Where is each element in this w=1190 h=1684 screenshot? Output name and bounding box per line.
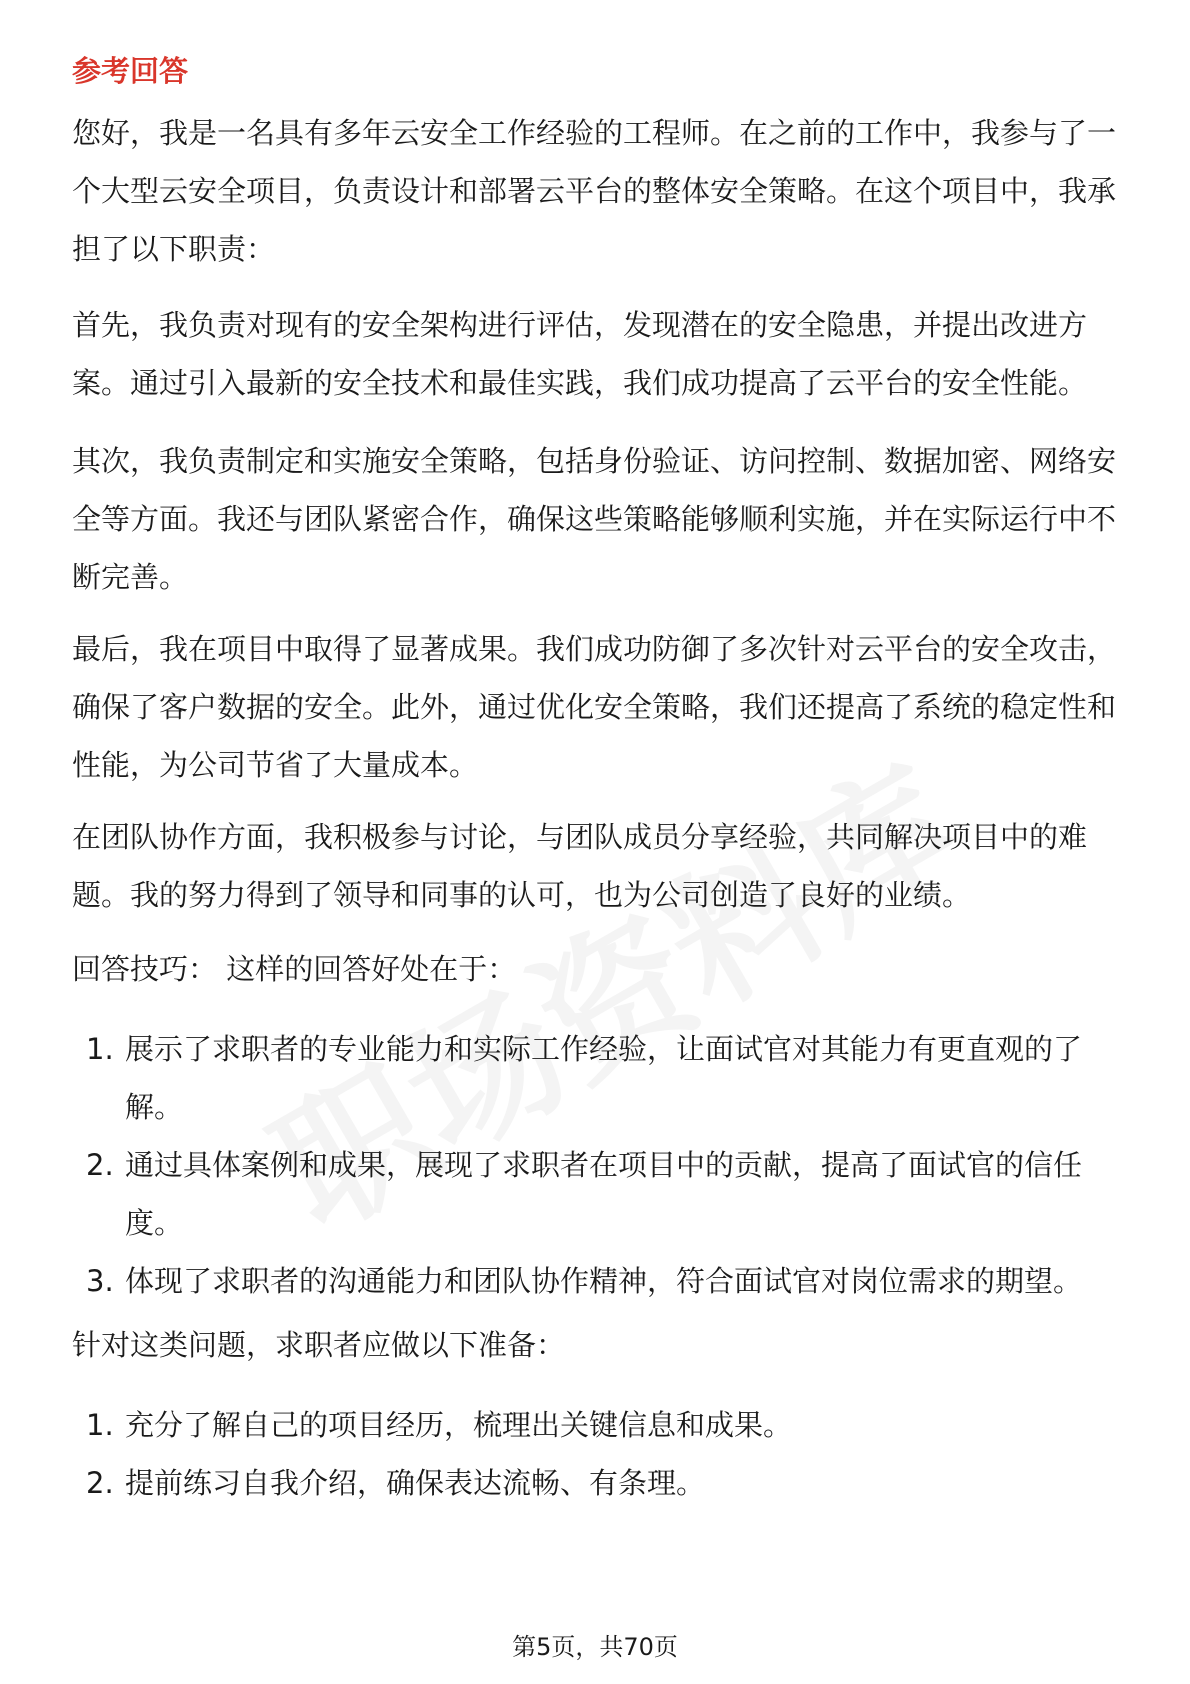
list-item xyxy=(72,1454,1122,1512)
tips-list xyxy=(72,1020,1122,1310)
list-item-number: 1. xyxy=(86,1032,114,1066)
paragraph-intro: 您好，我是一名具有多年云安全工作经验的工程师。在之前的工作中，我参与了一个大型云安全项目，负责设计和部署云平台的整体安全策略。在这个项目中，我承担了以下职责： xyxy=(72,116,1117,266)
paragraph-second: 其次，我负责制定和实施安全策略，包括身份验证、访问控制、数据加密、网络安全等方面。我还与团队紧密合作，确保这些策略能够顺利实施，并在实际运行中不断完善。 xyxy=(72,444,1117,594)
list-item-text: 通过具体案例和成果，展现了求职者在项目中的贡献，提高了面试官的信任度。 xyxy=(125,1148,1083,1240)
paragraph-teamwork: 在团队协作方面，我积极参与讨论，与团队成员分享经验，共同解决项目中的难题。我的努力得到了领导和同事的认可，也为公司创造了良好的业绩。 xyxy=(72,820,1088,912)
list-item xyxy=(72,1396,1122,1454)
paragraph-prep-intro: 针对这类问题，求职者应做以下准备： xyxy=(72,1328,566,1362)
paragraph-last: 最后，我在项目中取得了显著成果。我们成功防御了多次针对云平台的安全攻击，确保了客户数据的安全。此外，通过优化安全策略，我们还提高了系统的稳定性和性能，为公司节省了大量成本。 xyxy=(72,632,1117,782)
paragraph-first: 首先，我负责对现有的安全架构进行评估，发现潜在的安全隐患，并提出改进方案。通过引入最新的安全技术和最佳实践，我们成功提高了云平台的安全性能。 xyxy=(72,308,1088,400)
prep-list xyxy=(72,1396,1122,1512)
list-item-number: 1. xyxy=(86,1408,114,1442)
page-number-footer: 第5页，共70页 xyxy=(512,1633,678,1661)
list-item-text: 展示了求职者的专业能力和实际工作经验，让面试官对其能力有更直观的了解。 xyxy=(125,1032,1083,1124)
list-item xyxy=(72,1020,1122,1136)
list-item xyxy=(72,1136,1122,1252)
paragraph-tips-intro: 回答技巧： 这样的回答好处在于： xyxy=(72,952,517,986)
list-item-text: 体现了求职者的沟通能力和团队协作精神，符合面试官对岗位需求的期望。 xyxy=(125,1264,1083,1298)
list-item-number: 2. xyxy=(86,1466,114,1500)
list-item-number: 3. xyxy=(86,1264,114,1298)
list-item xyxy=(72,1252,1122,1310)
list-item-text: 充分了解自己的项目经历，梳理出关键信息和成果。 xyxy=(125,1408,793,1442)
list-item-text: 提前练习自我介绍，确保表达流畅、有条理。 xyxy=(125,1466,706,1500)
section-heading: 参考回答 xyxy=(72,54,189,88)
list-item-number: 2. xyxy=(86,1148,114,1182)
